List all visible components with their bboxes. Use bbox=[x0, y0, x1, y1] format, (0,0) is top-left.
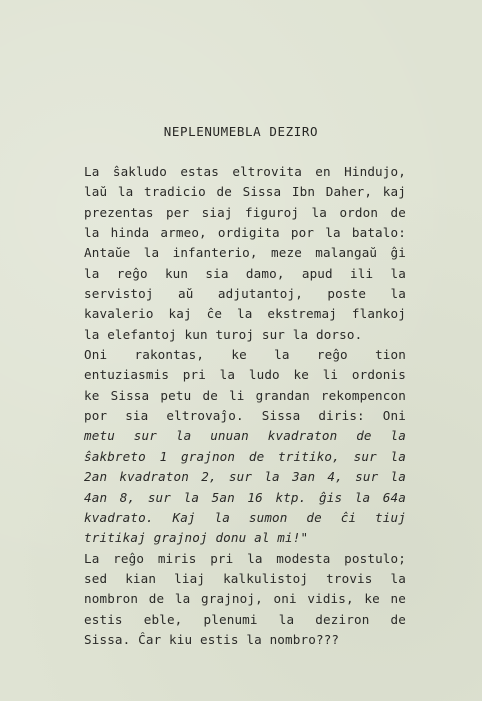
text-line: prezentas per siaj figuroj la ordon de bbox=[84, 204, 406, 220]
text-line: 4an 8, sur la 5an 16 ktp. ĝis la 64a bbox=[84, 489, 406, 505]
text-line: La ŝakludo estas eltrovita en Hindujo, bbox=[84, 164, 406, 179]
text-line: estis eble, plenumi la deziron de bbox=[84, 611, 406, 627]
text-line: laŭ la tradicio de Sissa Ibn Daher, kaj bbox=[84, 184, 406, 200]
text-line: 2an kvadraton 2, sur la 3an 4, sur la bbox=[84, 469, 406, 485]
text-line: metu sur la unuan kvadraton de la bbox=[84, 428, 406, 444]
text-line: Oni rakontas, ke la reĝo tion bbox=[84, 347, 406, 363]
text-line: ke Sissa petu de li grandan rekompencon bbox=[84, 387, 406, 403]
text-line: servistoj aŭ adjutantoj, poste la bbox=[84, 286, 406, 302]
text-line: kvadrato. Kaj la sumon de ĉi tiuj bbox=[84, 509, 406, 525]
text-line: ŝakbreto 1 grajnon de tritiko, sur la bbox=[84, 448, 406, 464]
text-line: Sissa. Ĉar kiu estis la nombro??? bbox=[84, 631, 340, 647]
text-line: sed kian liaj kalkulistoj trovis la bbox=[84, 570, 406, 586]
text-line: La reĝo miris pri la modesta postulo; bbox=[84, 550, 406, 566]
text-line: entuziasmis pri la ludo ke li ordonis bbox=[84, 367, 406, 383]
body-text bbox=[84, 162, 406, 650]
text-line: nombron de la grajnoj, oni vidis, ke ne bbox=[84, 591, 406, 607]
text-line: por sia eltrovaĵo. Sissa diris: Oni bbox=[84, 408, 406, 424]
text-line: tritikaj grajnoj donu al mi!" bbox=[84, 530, 309, 546]
text-line: la hinda armeo, ordigita por la batalo: bbox=[84, 225, 406, 241]
page-title: NEPLENUMEBLA DEZIRO bbox=[163, 124, 319, 139]
text-line: Antaŭe la infanterio, meze malangaŭ ĝi bbox=[84, 245, 406, 261]
text-line: kavalerio kaj ĉe la ekstremaj flankoj bbox=[84, 306, 406, 322]
text-line: la elefantoj kun turoj sur la dorso. bbox=[84, 326, 363, 342]
text-line: la reĝo kun sia damo, apud ili la bbox=[84, 265, 406, 281]
